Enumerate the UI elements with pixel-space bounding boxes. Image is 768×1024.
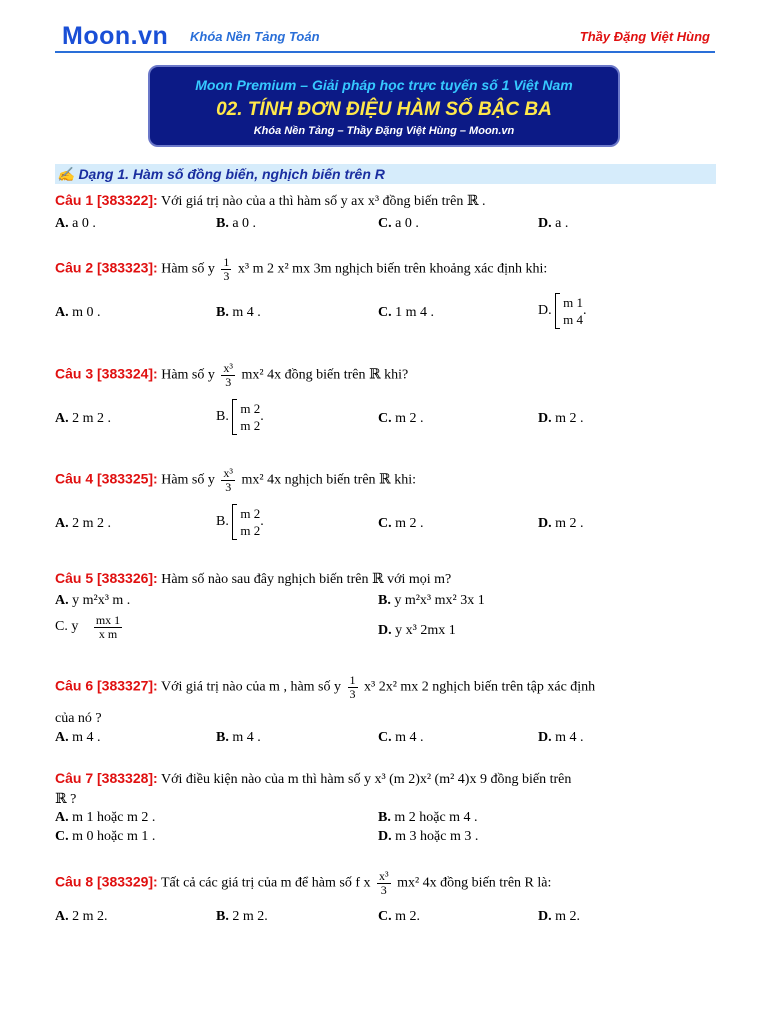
q6-option-b[interactable]: B. m 4 . xyxy=(216,730,261,745)
question-stem-a: Hàm số y xyxy=(161,261,215,277)
q7-option-a[interactable]: A. m 1 hoặc m 2 . xyxy=(55,810,156,825)
header-divider xyxy=(55,51,715,53)
question-stem-b: mx² 4x nghịch biến trên ℝ khi: xyxy=(241,472,416,488)
fraction: $\frac{mx 1}{\text{x m}}$ xyxy=(95,613,121,641)
question-label: Câu 3 [383324]: xyxy=(55,365,158,382)
q5-option-b[interactable]: B. y m²x³ mx² 3x 1 xyxy=(378,593,485,608)
question-stem-b: x³ m 2 x² mx 3m nghịch biến trên khoảng xác định khi: xyxy=(237,261,548,277)
teacher-name: Thầy Đặng Việt Hùng xyxy=(579,29,710,44)
question-7-continued: ℝ ? xyxy=(55,792,77,807)
lesson-title: 02. TÍNH ĐƠN ĐIỆU HÀM SỐ BẬC BA xyxy=(216,99,552,120)
q7-option-b[interactable]: B. m 2 hoặc m 4 . xyxy=(378,810,478,825)
q6-option-a[interactable]: A. m 4 . xyxy=(55,730,101,745)
fraction: $\frac{1}{3}$ xyxy=(223,255,230,283)
question-label: Câu 2 [383323]: xyxy=(55,259,158,276)
q4-option-c[interactable]: C. m 2 . xyxy=(378,516,424,531)
q8-option-d[interactable]: D. m 2. xyxy=(538,909,581,924)
question-8 xyxy=(55,870,551,896)
q3-option-b[interactable]: B. m 2 m 2 . xyxy=(216,401,264,433)
section-title: Dạng 1. Hàm số đồng biến, nghịch biến trên R xyxy=(78,166,385,182)
q4-option-d[interactable]: D. m 2 . xyxy=(538,516,584,531)
question-stem-b: x³ 2x² mx 2 nghịch biến trên tập xác định xyxy=(364,679,596,695)
pen-icon: ✍ xyxy=(57,166,75,182)
bracket xyxy=(232,504,237,540)
banner-slogan: Moon Premium – Giải pháp học trực tuyến số 1 Việt Nam xyxy=(195,77,573,93)
fraction: $\frac{\text{x³}}{3}$ xyxy=(223,361,233,389)
bracket xyxy=(555,293,560,329)
q3-option-d[interactable]: D. m 2 . xyxy=(538,411,584,426)
q2-option-b[interactable]: B. m 4 . xyxy=(216,305,261,320)
q1-option-d[interactable]: D. a . xyxy=(538,216,569,231)
question-stem-a: Hàm số y xyxy=(161,472,215,488)
question-1 xyxy=(55,192,486,210)
question-label: Câu 6 [383327]: xyxy=(55,677,158,694)
q5-option-a[interactable]: A. y m²x³ m . xyxy=(55,593,131,608)
question-2 xyxy=(55,256,547,282)
q1-option-c[interactable]: C. a 0 . xyxy=(378,216,419,231)
question-label: Câu 5 [383326]: xyxy=(55,570,158,586)
q7-option-d[interactable]: D. m 3 hoặc m 3 . xyxy=(378,829,479,844)
course-title: Khóa Nền Tảng Toán xyxy=(190,29,320,44)
question-3 xyxy=(55,362,408,388)
question-stem-a: Hàm số y xyxy=(161,367,215,383)
q4-option-a[interactable]: A. 2 m 2 . xyxy=(55,516,112,531)
section-heading xyxy=(55,164,716,184)
q3-option-c[interactable]: C. m 2 . xyxy=(378,411,424,426)
q8-option-a[interactable]: A. 2 m 2. xyxy=(55,909,108,924)
question-stem-b: mx² 4x đồng biến trên ℝ khi? xyxy=(241,367,409,383)
q6-option-d[interactable]: D. m 4 . xyxy=(538,730,584,745)
banner-credit: Khóa Nền Tảng – Thầy Đặng Việt Hùng – Moon.vn xyxy=(253,125,515,137)
question-stem-a: Với giá trị nào của m , hàm số y xyxy=(160,679,341,695)
bracket xyxy=(232,399,237,435)
q1-option-a[interactable]: A. a 0 . xyxy=(55,216,96,231)
moon-logo[interactable]: Moon.vn xyxy=(62,22,169,50)
q7-option-c[interactable]: C. m 0 hoặc m 1 . xyxy=(55,829,156,844)
fraction: $\frac{1}{3}$ xyxy=(349,673,356,701)
question-label: Câu 4 [383325]: xyxy=(55,470,158,487)
q2-option-c[interactable]: C. 1 m 4 . xyxy=(378,305,435,320)
q2-option-a[interactable]: A. m 0 . xyxy=(55,305,101,320)
question-label: Câu 7 [383328]: xyxy=(55,770,158,786)
q5-option-c[interactable]: C. y $\frac{mx 1}{\text{x m}}$ xyxy=(55,613,121,641)
question-stem-b: mx² 4x đồng biến trên R là: xyxy=(397,875,552,891)
question-stem: Với điều kiện nào của m thì hàm số y x³ (m 2)x² (m² 4)x 9 đồng biến trên xyxy=(160,772,572,787)
question-stem: Với giá trị nào của a thì hàm số y ax x³ đồng biến trên ℝ . xyxy=(160,194,486,209)
question-4 xyxy=(55,467,416,493)
q2-option-d[interactable]: D. m 1 m 4 . xyxy=(538,295,587,327)
question-label: Câu 1 [383322]: xyxy=(55,192,158,208)
q8-option-c[interactable]: C. m 2. xyxy=(378,909,421,924)
question-5 xyxy=(55,570,451,588)
fraction: $\frac{\text{x³}}{3}$ xyxy=(378,869,389,897)
question-stem: Hàm số nào sau đây nghịch biến trên ℝ với mọi m? xyxy=(161,572,452,587)
q8-option-b[interactable]: B. 2 m 2. xyxy=(216,909,268,924)
question-7 xyxy=(55,770,571,788)
question-label: Câu 8 [383329]: xyxy=(55,873,158,890)
q5-option-d[interactable]: D. y x³ 2mx 1 xyxy=(378,623,456,638)
q1-option-b[interactable]: B. a 0 . xyxy=(216,216,257,231)
question-stem-a: Tất cả các giá trị của m để hàm số f x xyxy=(160,875,371,891)
question-6-continued: của nó ? xyxy=(55,711,102,726)
q3-option-a[interactable]: A. 2 m 2 . xyxy=(55,411,112,426)
q4-option-b[interactable]: B. m 2 m 2 . xyxy=(216,506,264,538)
question-6 xyxy=(55,674,595,700)
q6-option-c[interactable]: C. m 4 . xyxy=(378,730,424,745)
fraction: $\frac{\text{x³}}{3}$ xyxy=(223,466,233,494)
title-banner xyxy=(148,65,620,147)
